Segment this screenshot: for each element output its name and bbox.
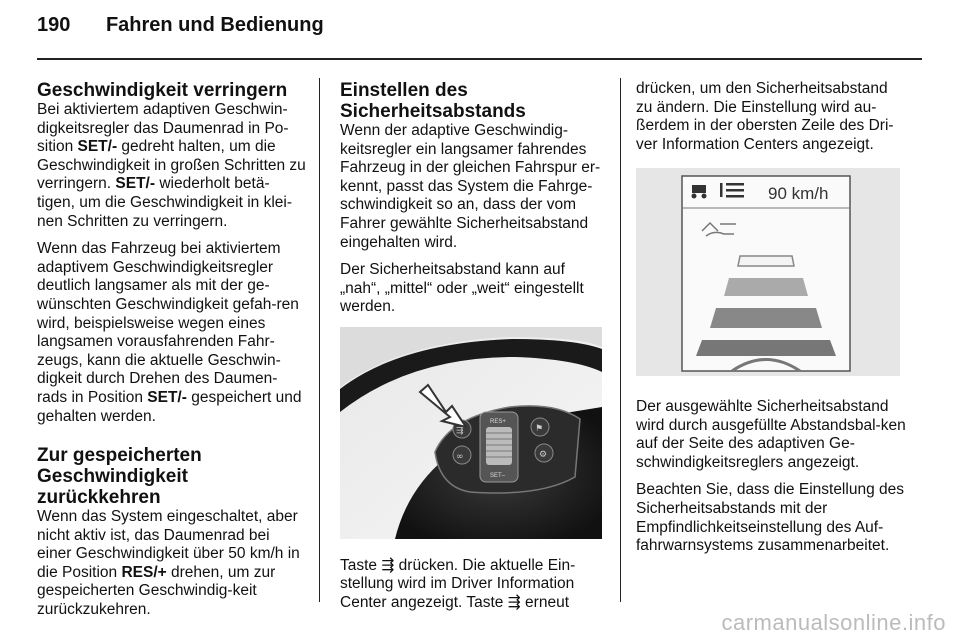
page-number: 190 xyxy=(37,14,71,36)
paragraph: Wenn das Fahrzeug bei aktiviertem adaptivem Geschwindigkeitsregler deutlich langsamer als mit der ge-wünschten Geschwindigkeit gefah-ren wird, beispielsweise wegen eines langsamen vorausfahrenden Fahr-zeugs, kann die aktuelle Geschwin-digkeit durch Drehen des Daumen-rads in Position SET/- gespeichert und gehalten werden. xyxy=(37,240,302,425)
svg-text:⇶: ⇶ xyxy=(456,425,464,436)
paragraph: Wenn das System eingeschaltet, aber nicht aktiv ist, das Daumenrad bei einer Geschwindigkeit über 50 km/h in die Position RES/+ drehen, um zur gespeicherten Geschwindig-keit zurückzukehren. xyxy=(37,508,300,619)
paragraph: Beachten Sie, dass die Einstellung des Sicherheitsabstands mit der Empfindlichkeitseinstellung des Auf-fahrwarnsystems zusammenarbeitet. xyxy=(636,481,904,555)
paragraph: Taste ⇶ drücken. Die aktuelle Ein-stellung wird im Driver Information Center angezeigt. Taste ⇶ erneut xyxy=(340,556,576,611)
paragraph: drücken, um den Sicherheitsabstand zu ändern. Die Einstellung wird au-ßerdem in der obersten Zeile des Dri-ver Information Centers angezeigt. xyxy=(636,80,894,153)
paragraph: Der Sicherheitsabstand kann auf „nah“, „mittel“ oder „weit“ eingestellt werden. xyxy=(340,261,584,316)
watermark: carmanualsonline.info xyxy=(721,610,946,635)
distance-button-icon: ⇶ xyxy=(381,556,395,574)
column-1 xyxy=(37,80,307,629)
section-heading: Geschwindigkeit verringern xyxy=(37,80,288,101)
column-divider-2 xyxy=(620,78,621,602)
distance-button-icon: ⇶ xyxy=(507,593,521,611)
section-heading: Zur gespeicherten Geschwindigkeit zurückkehren xyxy=(37,445,202,509)
section-heading: Einstellen des Sicherheitsabstands xyxy=(340,80,526,122)
paragraph: Bei aktiviertem adaptiven Geschwin-digkeitsregler das Daumenrad in Po-sition SET/- gedreht halten, um die Geschwindigkeit in großen Schritten zu verringern. SET/- wiederholt betä-tigen, um die Geschwindigkeit in klei-nen Schritten zu verringern. xyxy=(37,101,306,230)
paragraph: Wenn der adaptive Geschwindig-keitsregler ein langsamer fahrendes Fahrzeug in der gleichen Fahrspur er-kennt, passt das System die Fahrge-schwindigkeit so an, dass der vom Fahrer gewählte Sicherheitsabstand eingehalten wird. xyxy=(340,122,601,251)
driver-info-display xyxy=(636,168,906,382)
column-divider-1 xyxy=(319,78,320,602)
svg-text:⚑: ⚑ xyxy=(535,423,544,434)
svg-text:⚙: ⚙ xyxy=(539,449,548,460)
column-3 xyxy=(636,80,906,565)
page-header xyxy=(37,14,324,37)
svg-text:RES+: RES+ xyxy=(490,418,506,425)
paragraph: Der ausgewählte Sicherheitsabstand wird durch ausgefüllte Abstandsbal-ken auf der Seite des adaptiven Ge-schwindigkeitsreglers angezeigt. xyxy=(636,397,906,471)
column-2 xyxy=(340,80,608,621)
header-rule xyxy=(37,58,922,60)
chapter-title: Fahren und Bedienung xyxy=(105,14,324,36)
svg-text:∞: ∞ xyxy=(456,451,464,462)
steering-wheel-photo xyxy=(340,327,608,545)
set-speed-readout: 90 km/h xyxy=(768,184,829,204)
svg-text:SET–: SET– xyxy=(490,472,506,479)
